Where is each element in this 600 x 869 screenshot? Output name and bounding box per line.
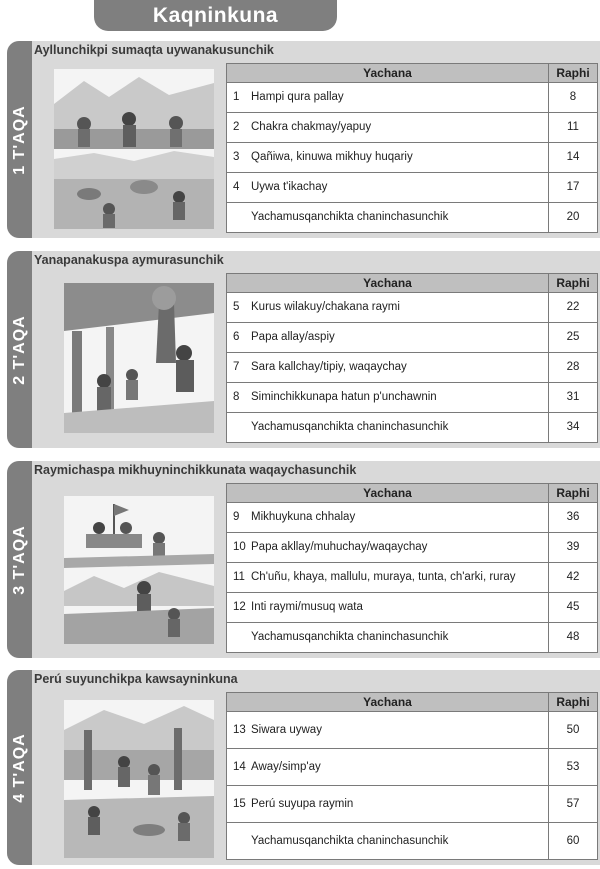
lesson-title: Qañiwa, kinuwa mikhuy huqariy — [251, 151, 413, 163]
lesson-row[interactable] — [227, 83, 598, 113]
lesson-number: 6 — [233, 331, 240, 343]
lesson-page: 36 — [549, 503, 598, 533]
page-column-header: Raphi — [549, 274, 598, 293]
lesson-page: 50 — [549, 712, 598, 749]
lesson-page: 22 — [549, 293, 598, 323]
lesson-row[interactable] — [227, 503, 598, 533]
lesson-number: 9 — [233, 511, 240, 523]
unit-4 — [7, 670, 600, 865]
lesson-page: 14 — [549, 143, 598, 173]
unit-1-tab: 1 T'AQA — [7, 41, 32, 238]
lesson-title: Inti raymi/musuq wata — [251, 601, 363, 613]
lesson-number: 5 — [233, 301, 240, 313]
lesson-title: Papa akllay/muhuchay/waqaychay — [251, 541, 428, 553]
lesson-page: 8 — [549, 83, 598, 113]
lesson-page: 17 — [549, 173, 598, 203]
unit-1-title: Ayllunchikpi sumaqta uywanakusunchik — [34, 43, 274, 57]
lesson-number: 7 — [233, 361, 240, 373]
unit-3-table — [226, 483, 598, 653]
lesson-page: 11 — [549, 113, 598, 143]
review-row[interactable] — [227, 823, 598, 860]
review-page: 48 — [549, 623, 598, 653]
topic-column-header: Yachana — [227, 274, 549, 293]
lesson-page: 45 — [549, 593, 598, 623]
unit-2-illustration — [64, 283, 214, 433]
unit-4-tab: 4 T'AQA — [7, 670, 32, 865]
lesson-number: 2 — [233, 121, 240, 133]
lesson-row[interactable] — [227, 113, 598, 143]
lesson-number: 3 — [233, 151, 240, 163]
page-column-header: Raphi — [549, 484, 598, 503]
lesson-row[interactable] — [227, 353, 598, 383]
review-title: Yachamusqanchikta chaninchasunchik — [227, 823, 549, 860]
review-page: 34 — [549, 413, 598, 443]
unit-3-illustration — [64, 496, 214, 644]
review-page: 60 — [549, 823, 598, 860]
review-title: Yachamusqanchikta chaninchasunchik — [227, 203, 549, 233]
lesson-title: Siwara uyway — [251, 723, 322, 736]
lesson-title: Hampi qura pallay — [251, 91, 344, 103]
lesson-title: Perú suyupa raymin — [251, 797, 354, 810]
lesson-number: 4 — [233, 181, 240, 193]
page-title: Kaqninkuna — [152, 3, 279, 27]
lesson-number: 8 — [233, 391, 240, 403]
lesson-row[interactable] — [227, 712, 598, 749]
lesson-title: Papa allay/aspiy — [251, 331, 335, 343]
lesson-page: 39 — [549, 533, 598, 563]
review-row[interactable] — [227, 623, 598, 653]
unit-1-illustration — [54, 69, 214, 229]
unit-2-table — [226, 273, 598, 443]
lesson-row[interactable] — [227, 749, 598, 786]
lesson-number: 15 — [233, 797, 246, 810]
unit-3-title: Raymichaspa mikhuyninchikkunata waqaychasunchik — [34, 463, 357, 477]
lesson-title: Sara kallchay/tipiy, waqaychay — [251, 361, 407, 373]
lesson-row[interactable] — [227, 293, 598, 323]
lesson-page: 28 — [549, 353, 598, 383]
lesson-title: Mikhuykuna chhalay — [251, 511, 356, 523]
lesson-page: 42 — [549, 563, 598, 593]
topic-column-header: Yachana — [227, 693, 549, 712]
lesson-row[interactable] — [227, 323, 598, 353]
unit-4-title: Perú suyunchikpa kawsayninkuna — [34, 672, 238, 686]
lesson-title: Away/simp'ay — [251, 760, 321, 773]
lesson-title: Kurus wilakuy/chakana raymi — [251, 301, 400, 313]
lesson-row[interactable] — [227, 533, 598, 563]
lesson-number: 11 — [233, 571, 245, 583]
lesson-page: 25 — [549, 323, 598, 353]
unit-3 — [7, 461, 600, 658]
lesson-row[interactable] — [227, 593, 598, 623]
unit-2-title: Yanapanakuspa aymurasunchik — [34, 253, 224, 267]
unit-4-table — [226, 692, 598, 860]
unit-2-tab: 2 T'AQA — [7, 251, 32, 448]
unit-3-tab: 3 T'AQA — [7, 461, 32, 658]
review-title: Yachamusqanchikta chaninchasunchik — [227, 623, 549, 653]
lesson-number: 12 — [233, 601, 246, 613]
lesson-row[interactable] — [227, 786, 598, 823]
review-title: Yachamusqanchikta chaninchasunchik — [227, 413, 549, 443]
lesson-page: 53 — [549, 749, 598, 786]
unit-1-table — [226, 63, 598, 233]
lesson-page: 31 — [549, 383, 598, 413]
unit-1 — [7, 41, 600, 238]
lesson-title: Siminchikkunapa hatun p'unchawnin — [251, 391, 437, 403]
page-title-banner — [94, 0, 337, 31]
lesson-row[interactable] — [227, 143, 598, 173]
lesson-row[interactable] — [227, 563, 598, 593]
topic-column-header: Yachana — [227, 64, 549, 83]
lesson-title: Chakra chakmay/yapuy — [251, 121, 372, 133]
lesson-page: 57 — [549, 786, 598, 823]
review-row[interactable] — [227, 413, 598, 443]
lesson-number: 14 — [233, 760, 246, 773]
review-row[interactable] — [227, 203, 598, 233]
lesson-row[interactable] — [227, 383, 598, 413]
topic-column-header: Yachana — [227, 484, 549, 503]
lesson-title: Uywa t'ikachay — [251, 181, 328, 193]
lesson-title: Ch'uñu, khaya, mallulu, muraya, tunta, ch'arki, ruray — [251, 571, 516, 583]
review-page: 20 — [549, 203, 598, 233]
lesson-row[interactable] — [227, 173, 598, 203]
lesson-number: 13 — [233, 723, 246, 736]
page-column-header: Raphi — [549, 64, 598, 83]
lesson-number: 1 — [233, 91, 240, 103]
page-column-header: Raphi — [549, 693, 598, 712]
unit-2 — [7, 251, 600, 448]
lesson-number: 10 — [233, 541, 246, 553]
unit-4-illustration — [64, 700, 214, 858]
